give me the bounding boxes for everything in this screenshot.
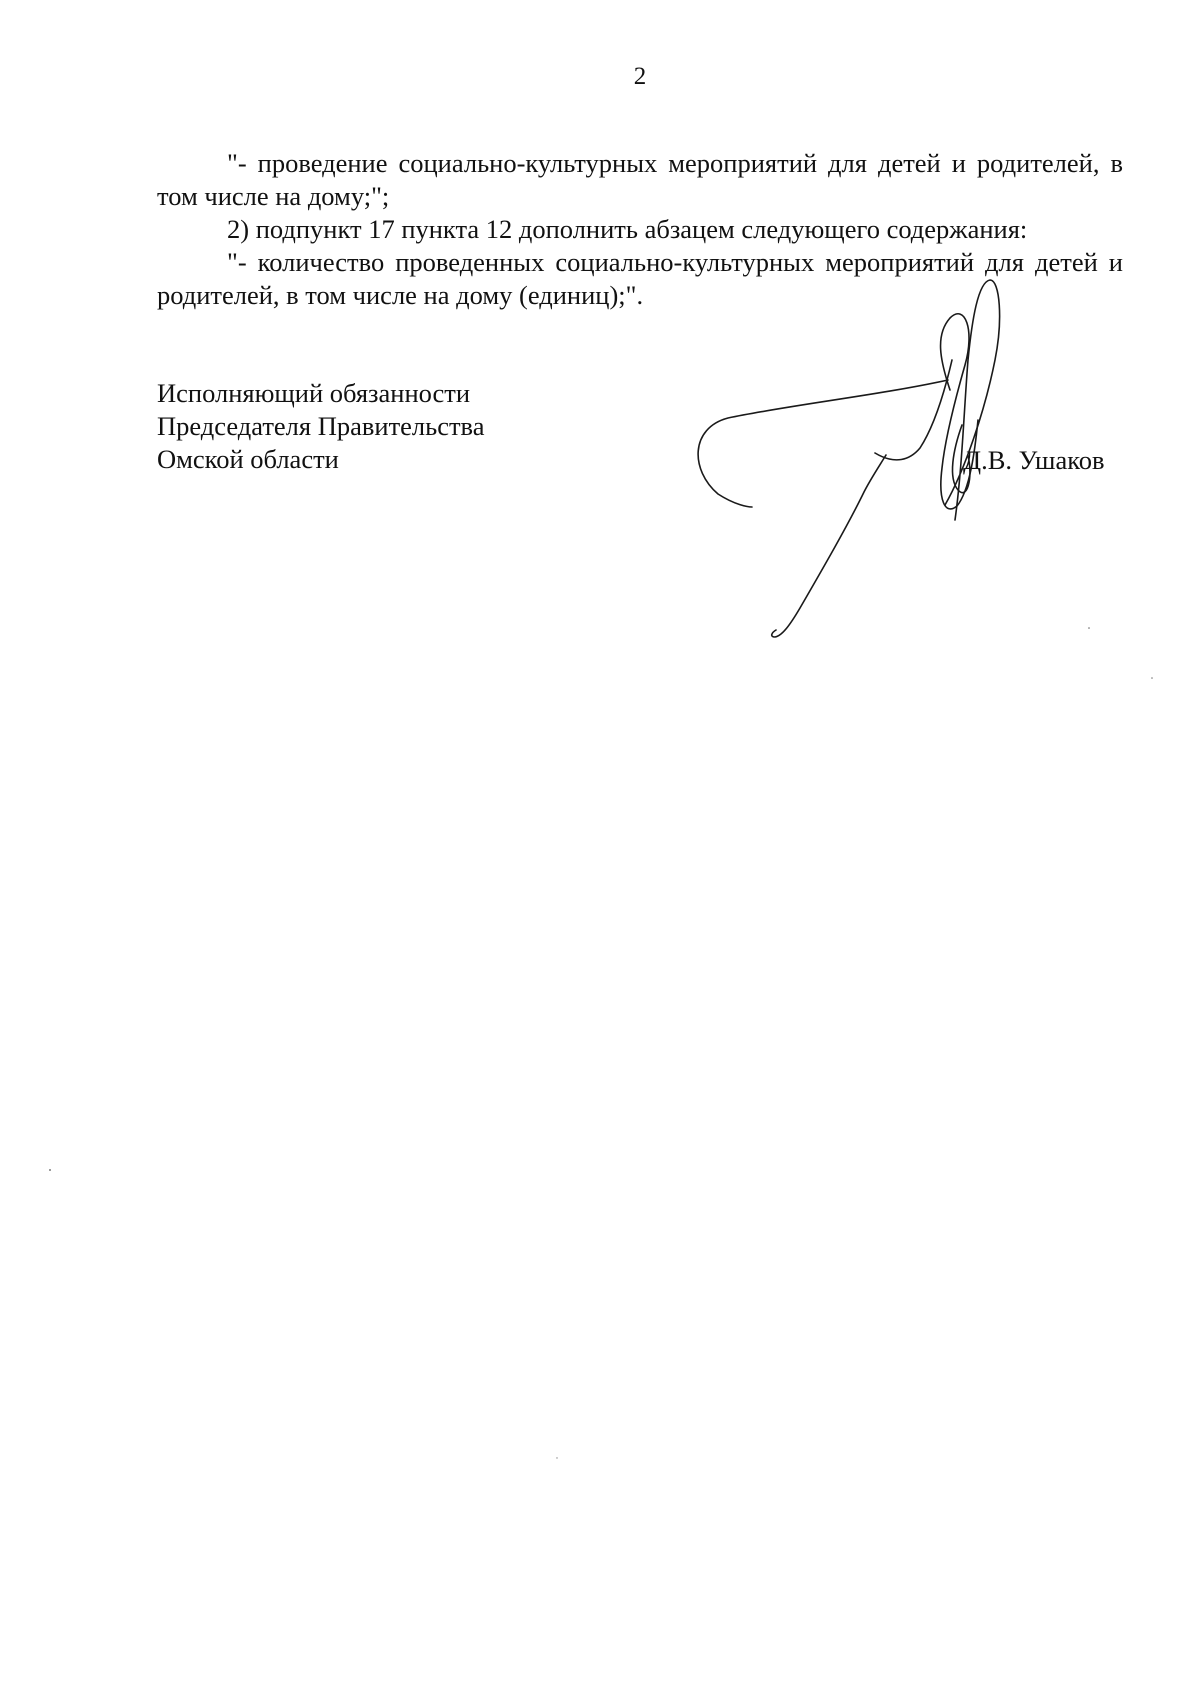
signatory-title-line: Омской области: [157, 444, 339, 474]
page-number: 2: [633, 63, 647, 90]
scan-speck: [555, 1456, 559, 1460]
signer-name: Д.В. Ушаков: [963, 445, 1105, 475]
handwritten-signature: [690, 265, 1020, 645]
signatory-title: [157, 377, 485, 476]
paragraph: 2) подпункт 17 пункта 12 дополнить абзацем следующего содержания:: [227, 214, 1028, 244]
paragraph: "- количество проведенных социально-культурных мероприятий для детей и родителей, в том числе на дому (единиц);".: [157, 247, 1123, 310]
scan-speck: [1087, 626, 1091, 630]
signatory-title-line: Исполняющий обязанности: [157, 378, 471, 408]
paragraph: "- проведение социально-культурных мероприятий для детей и родителей, в том числе на дому;";: [157, 148, 1123, 211]
scan-speck: [48, 1168, 52, 1172]
scan-speck: [1150, 676, 1154, 680]
signatory-title-line: Председателя Правительства: [157, 411, 485, 441]
